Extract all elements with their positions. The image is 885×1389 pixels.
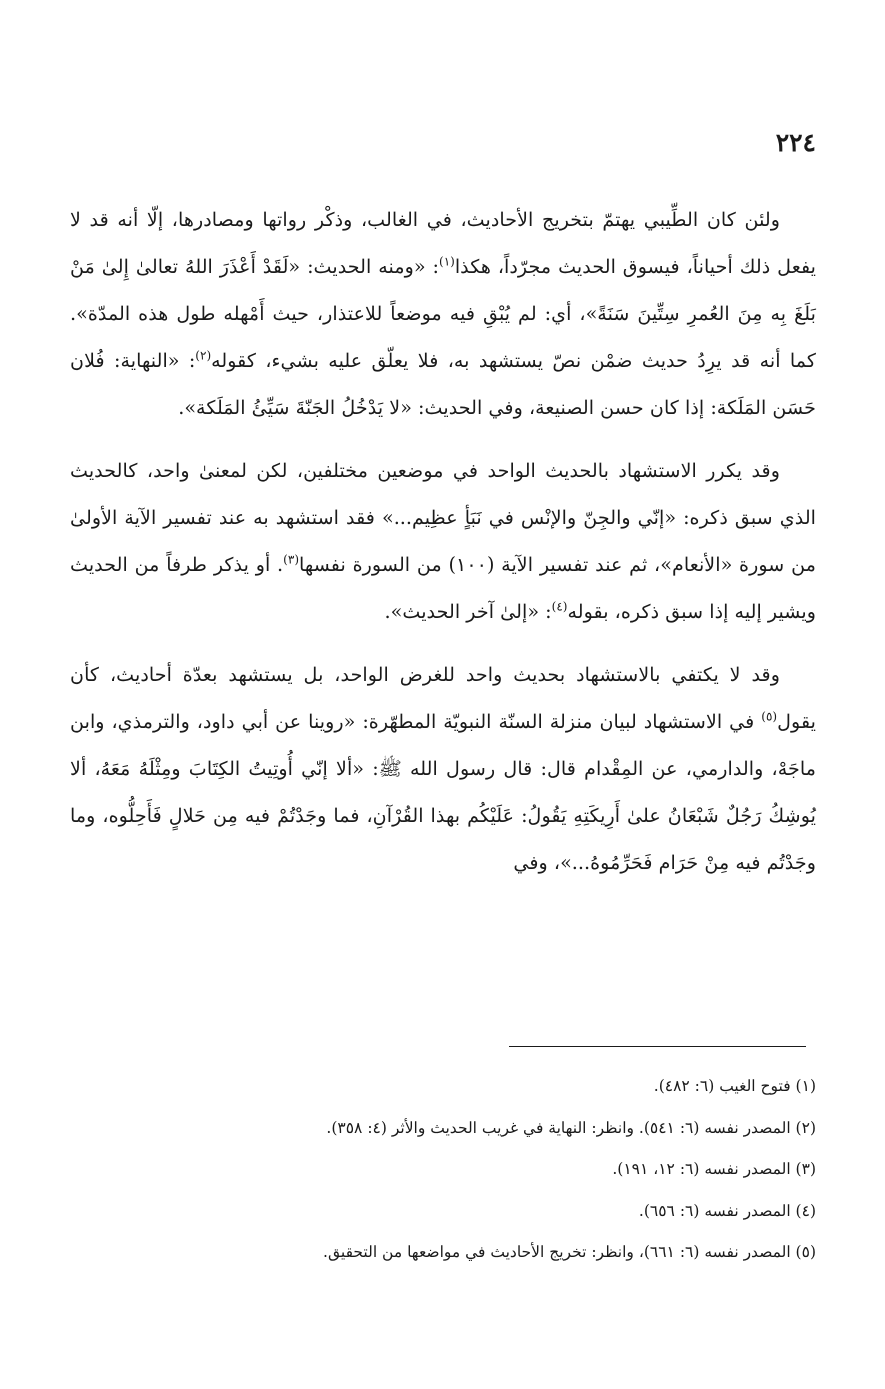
footnote-ref[interactable]: (٢) — [195, 348, 212, 363]
paragraph-2 — [70, 447, 816, 635]
footnote-ref[interactable]: (٥) — [761, 709, 778, 724]
footnote-separator — [509, 1046, 806, 1047]
footnote-2: (٢) المصدر نفسه (٦: ٥٤١). وانظر: النهاية في غريب الحديث والأثر (٤: ٣٥٨). — [326, 1118, 816, 1137]
body-text — [70, 196, 816, 902]
text-run: . أو يذكر طرفاً من الحديث ويشير إليه إذا سبق ذكره، بقوله — [70, 553, 816, 623]
footnote-1: (١) فتوح الغيب (٦: ٤٨٢). — [653, 1077, 816, 1095]
footnote-5: (٥) المصدر نفسه (٦: ٦٦١)، وانظر: تخريج الأحاديث في مواضعها من التحقيق. — [323, 1243, 816, 1261]
paragraph-1 — [70, 196, 816, 431]
text-run: : «النهاية: فُلان حَسَن المَلَكة: إذا كان حسن الصنيعة، وفي الحديث: «لا يَدْخُلُ الجَنّةَ سَيِّئُ المَلَكة». — [70, 349, 816, 419]
footnote-3: (٣) المصدر نفسه (٦: ١٢، ١٩١). — [612, 1160, 816, 1178]
page-number: ٢٢٤ — [775, 128, 816, 157]
text-run: وقد لا يكتفي بالاستشهاد بحديث واحد للغرض الواحد، بل يستشهد بعدّة أحاديث، كأن يقول — [70, 663, 816, 733]
text-run: وقد يكرر الاستشهاد بالحديث الواحد في موضعين مختلفين، لكن لمعنىٰ واحد، كالحديث الذي سبق ذكره: «إنّي والجِنّ والإنْس في نَبَأٍ عظِيم...» فقد استشهد به عند تفسير الآية الأولىٰ من سورة «الأنعام»، ثم عند تفسير الآية (١٠٠) من السورة نفسها — [70, 459, 817, 576]
footnotes-list — [70, 1066, 816, 1274]
text-run: ولئن كان الطِّيبي يهتمّ بتخريج الأحاديث، في الغالب، وذكْر رواتها ومصادرها، إلّا أنه قد لا يفعل ذلك أحياناً، فيسوق الحديث مجرّداً، هكذا — [70, 208, 817, 278]
footnote-ref[interactable]: (٣) — [283, 552, 299, 567]
footnote-ref[interactable]: (١) — [439, 254, 455, 269]
text-run: : «إلىٰ آخر الحديث». — [384, 600, 552, 623]
footnote-ref[interactable]: (٤) — [551, 599, 568, 614]
text-run: في الاستشهاد لبيان منزلة السنّة النبويّة المطهّرة: «روينا عن أبي داود، والترمذي، وابن ماجَهْ، والدارمي، عن المِقْدام قال: قال رسول الله ﷺ: «ألا إنّي أُوتِيتُ الكِتَابَ ومِثْلَهُ مَعَهُ، ألا يُوشِكُ رَجُلٌ شَبْعَانُ علىٰ أَرِيكَتِهِ يَقُولُ: عَلَيْكُم بهذا القُرْآنِ، فما وجَدْتُمْ فيه مِن حَلالٍ فَأَحِلُّوه، وما وجَدْتُم فيه مِنْ حَرَام فَحَرِّمُوهُ...»، وفي — [70, 710, 816, 874]
paragraph-3 — [70, 651, 816, 886]
text-run: : «ومنه الحديث: «لَقَدْ أَعْذَرَ اللهُ تعالىٰ إِلىٰ مَنْ بَلَغَ بِه مِنَ العُمرِ سِتِّينَ سَنَةً»، أي: لم يُبْقِ فيه موضعاً للاعتذار، حيث أَمْهله طول هذه المدّة». كما أنه قد يرِدُ حديث ضمْن نصّ يستشهد به، فلا يعلّق عليه بشيء، كقوله — [70, 255, 816, 372]
footnote-4: (٤) المصدر نفسه (٦: ٦٥٦). — [638, 1201, 816, 1220]
